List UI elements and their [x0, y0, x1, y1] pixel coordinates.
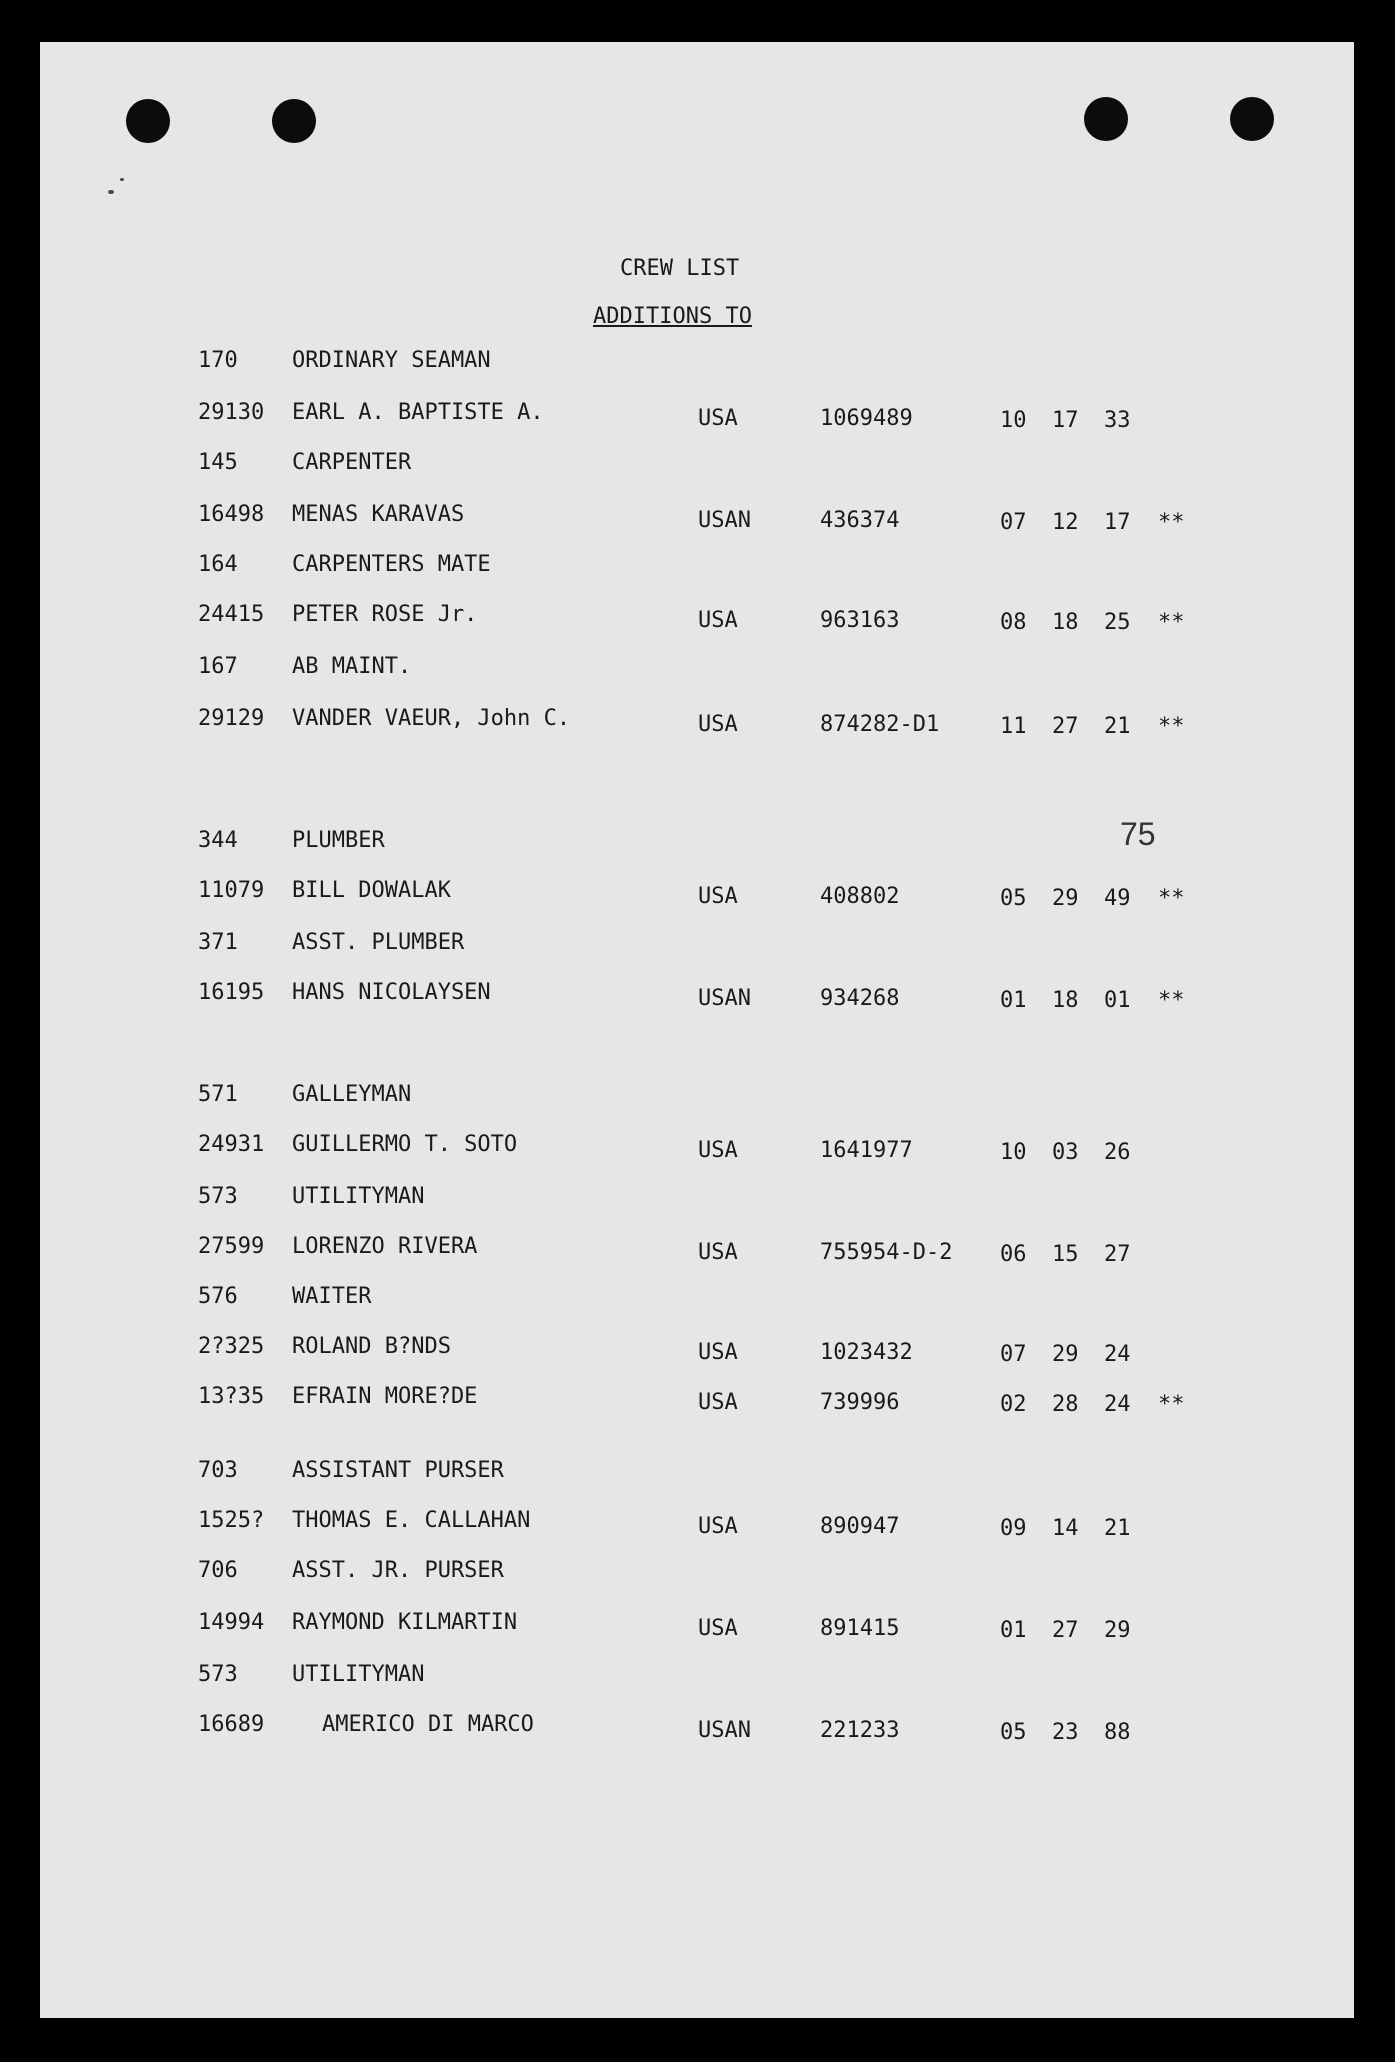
nationality: USAN: [698, 1718, 751, 1743]
rating-label: ASSISTANT PURSER: [292, 1458, 504, 1483]
document-number: 934268: [820, 986, 900, 1011]
rating-label: PLUMBER: [292, 828, 385, 853]
document-number: 755954-D-2: [820, 1240, 953, 1265]
entry-code: 16195: [198, 980, 265, 1005]
nationality: USA: [698, 1616, 738, 1641]
entry-code: 16689: [198, 1712, 265, 1737]
entry-code: 16498: [198, 502, 265, 527]
entry-code: 170: [198, 348, 238, 373]
date-year: 21: [1104, 1516, 1131, 1541]
rating-label: CARPENTERS MATE: [292, 552, 491, 577]
entry-code: 344: [198, 828, 238, 853]
crew-name: HANS NICOLAYSEN: [292, 980, 491, 1005]
date-month: 01: [1000, 1618, 1027, 1643]
crew-name: EARL A. BAPTISTE A.: [292, 400, 544, 425]
entry-code: 29129: [198, 706, 265, 731]
date-day: 28: [1052, 1392, 1079, 1417]
date-day: 27: [1052, 1618, 1079, 1643]
date-year: 21: [1104, 714, 1131, 739]
nationality: USA: [698, 1240, 738, 1265]
date-day: 03: [1052, 1140, 1079, 1165]
date-month: 10: [1000, 1140, 1027, 1165]
entry-code: 167: [198, 654, 238, 679]
punch-hole: [1084, 97, 1128, 141]
annotation-mark: **: [1158, 988, 1185, 1013]
document-number: 739996: [820, 1390, 900, 1415]
entry-code: 573: [198, 1184, 238, 1209]
entry-code: 29130: [198, 400, 265, 425]
annotation-mark: **: [1158, 1392, 1185, 1417]
entry-code: 371: [198, 930, 238, 955]
date-year: 33: [1104, 408, 1131, 433]
nationality: USA: [698, 1390, 738, 1415]
date-month: 07: [1000, 1342, 1027, 1367]
annotation-mark: **: [1158, 886, 1185, 911]
date-year: 26: [1104, 1140, 1131, 1165]
rating-label: ASST. JR. PURSER: [292, 1558, 504, 1583]
document-number: 408802: [820, 884, 900, 909]
date-day: 18: [1052, 988, 1079, 1013]
punch-hole: [126, 99, 170, 143]
rating-label: UTILITYMAN: [292, 1662, 425, 1687]
date-day: 27: [1052, 714, 1079, 739]
document-subtitle: ADDITIONS TO: [593, 304, 752, 329]
date-day: 23: [1052, 1720, 1079, 1745]
date-month: 09: [1000, 1516, 1027, 1541]
date-year: 25: [1104, 610, 1131, 635]
date-year: 49: [1104, 886, 1131, 911]
ink-speck: [108, 190, 114, 194]
crew-name: RAYMOND KILMARTIN: [292, 1610, 518, 1635]
date-day: 29: [1052, 886, 1079, 911]
entry-code: 706: [198, 1558, 238, 1583]
entry-code: 573: [198, 1662, 238, 1687]
entry-code: 11079: [198, 878, 265, 903]
date-month: 06: [1000, 1242, 1027, 1267]
date-month: 01: [1000, 988, 1027, 1013]
crew-name: THOMAS E. CALLAHAN: [292, 1508, 531, 1533]
date-day: 29: [1052, 1342, 1079, 1367]
nationality: USA: [698, 1138, 738, 1163]
rating-label: UTILITYMAN: [292, 1184, 425, 1209]
entry-code: 24931: [198, 1132, 265, 1157]
nationality: USA: [698, 608, 738, 633]
crew-name: AMERICO DI MARCO: [322, 1712, 534, 1737]
date-year: 17: [1104, 510, 1131, 535]
date-month: 08: [1000, 610, 1027, 635]
entry-code: 571: [198, 1082, 238, 1107]
date-day: 12: [1052, 510, 1079, 535]
ink-speck: [120, 178, 124, 181]
date-year: 29: [1104, 1618, 1131, 1643]
crew-name: BILL DOWALAK: [292, 878, 451, 903]
nationality: USAN: [698, 508, 751, 533]
date-year: 01: [1104, 988, 1131, 1013]
entry-code: 164: [198, 552, 238, 577]
crew-name: MENAS KARAVAS: [292, 502, 465, 527]
nationality: USA: [698, 406, 738, 431]
annotation-mark: **: [1158, 510, 1185, 535]
date-month: 05: [1000, 1720, 1027, 1745]
entry-code: 576: [198, 1284, 238, 1309]
entry-code: 145: [198, 450, 238, 475]
punch-hole: [272, 99, 316, 143]
nationality: USA: [698, 1340, 738, 1365]
crew-name: LORENZO RIVERA: [292, 1234, 478, 1259]
date-year: 24: [1104, 1392, 1131, 1417]
document-page: [40, 42, 1354, 2018]
punch-hole: [1230, 97, 1274, 141]
date-year: 27: [1104, 1242, 1131, 1267]
date-month: 11: [1000, 714, 1027, 739]
crew-name: GUILLERMO T. SOTO: [292, 1132, 518, 1157]
rating-label: ORDINARY SEAMAN: [292, 348, 491, 373]
document-number: 1023432: [820, 1340, 913, 1365]
date-day: 14: [1052, 1516, 1079, 1541]
nationality: USA: [698, 884, 738, 909]
nationality: USA: [698, 1514, 738, 1539]
entry-code: 14994: [198, 1610, 265, 1635]
crew-name: EFRAIN MORE?DE: [292, 1384, 478, 1409]
crew-name: PETER ROSE Jr.: [292, 602, 478, 627]
rating-label: WAITER: [292, 1284, 372, 1309]
nationality: USA: [698, 712, 738, 737]
date-day: 15: [1052, 1242, 1079, 1267]
entry-code: 703: [198, 1458, 238, 1483]
document-number: 874282-D1: [820, 712, 940, 737]
document-number: 963163: [820, 608, 900, 633]
entry-code: 27599: [198, 1234, 265, 1259]
crew-name: ROLAND B?NDS: [292, 1334, 451, 1359]
annotation-mark: **: [1158, 610, 1185, 635]
document-title: CREW LIST: [620, 256, 740, 281]
date-month: 02: [1000, 1392, 1027, 1417]
document-number: 891415: [820, 1616, 900, 1641]
document-number: 221233: [820, 1718, 900, 1743]
document-number: 436374: [820, 508, 900, 533]
date-year: 88: [1104, 1720, 1131, 1745]
rating-label: ASST. PLUMBER: [292, 930, 465, 955]
entry-code: 13?35: [198, 1384, 265, 1409]
date-month: 05: [1000, 886, 1027, 911]
rating-label: GALLEYMAN: [292, 1082, 412, 1107]
date-year: 24: [1104, 1342, 1131, 1367]
entry-code: 1525?: [198, 1508, 265, 1533]
nationality: USAN: [698, 986, 751, 1011]
document-number: 1641977: [820, 1138, 913, 1163]
entry-code: 24415: [198, 602, 265, 627]
date-day: 18: [1052, 610, 1079, 635]
entry-code: 2?325: [198, 1334, 265, 1359]
date-month: 10: [1000, 408, 1027, 433]
page-number: 75: [1120, 816, 1156, 852]
rating-label: AB MAINT.: [292, 654, 412, 679]
date-day: 17: [1052, 408, 1079, 433]
rating-label: CARPENTER: [292, 450, 412, 475]
document-number: 890947: [820, 1514, 900, 1539]
document-number: 1069489: [820, 406, 913, 431]
date-month: 07: [1000, 510, 1027, 535]
crew-name: VANDER VAEUR, John C.: [292, 706, 571, 731]
annotation-mark: **: [1158, 714, 1185, 739]
